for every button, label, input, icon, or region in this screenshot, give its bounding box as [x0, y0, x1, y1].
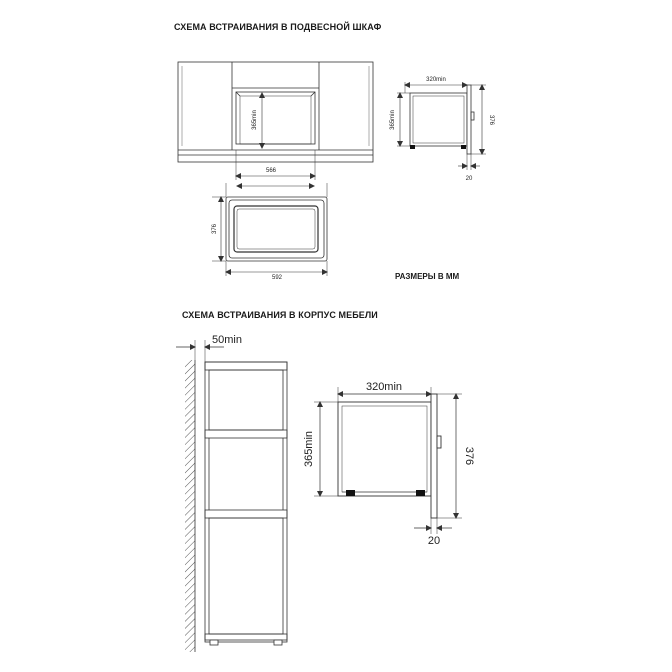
dim-opening-width	[236, 150, 315, 180]
dim-thickness-large	[414, 518, 452, 547]
label-inner-height-small: 365min	[390, 110, 396, 130]
label-depth-large: 320min	[365, 381, 403, 393]
oven-front-frame	[226, 197, 327, 261]
heading-hanging-cabinet: СХЕМА ВСТРАИВАНИЯ В ПОДВЕСНОЙ ШКАФ	[174, 22, 382, 32]
label-depth-small: 320min	[426, 77, 446, 83]
furniture-column	[205, 362, 287, 645]
label-inner-height-large: 365min	[303, 430, 315, 468]
dim-inner-height-small	[390, 93, 410, 146]
dim-thickness-small	[458, 154, 480, 182]
label-wall-clearance: 50min	[212, 334, 242, 346]
label-side-height-large: 376	[463, 446, 475, 466]
label-frame-height: 376	[212, 223, 218, 235]
dim-inner-height-large	[303, 402, 338, 496]
label-opening-height: 365min	[252, 110, 258, 130]
label-thickness-small: 20	[465, 176, 473, 182]
dim-frame-height	[212, 197, 226, 261]
dim-frame-width	[226, 183, 327, 281]
dim-side-height-large	[437, 394, 475, 518]
label-frame-width: 592	[271, 275, 283, 281]
dim-side-height-small	[471, 85, 494, 154]
oven-side-view-large	[338, 394, 441, 518]
dim-opening-height	[252, 93, 262, 148]
dim-depth-small	[405, 77, 467, 93]
label-opening-width: 566	[265, 168, 277, 174]
heading-furniture-body: СХЕМА ВСТРАИВАНИЯ В КОРПУС МЕБЕЛИ	[182, 310, 378, 320]
oven-side-view-small	[410, 85, 474, 154]
units-note: РАЗМЕРЫ В ММ	[395, 272, 460, 281]
label-side-height-small: 376	[488, 114, 494, 126]
label-thickness-large: 20	[427, 535, 441, 547]
dim-wall-clearance	[176, 334, 242, 362]
dim-depth-large	[338, 381, 431, 402]
wall-hatching	[185, 360, 195, 652]
cabinet-front-view	[178, 62, 373, 162]
